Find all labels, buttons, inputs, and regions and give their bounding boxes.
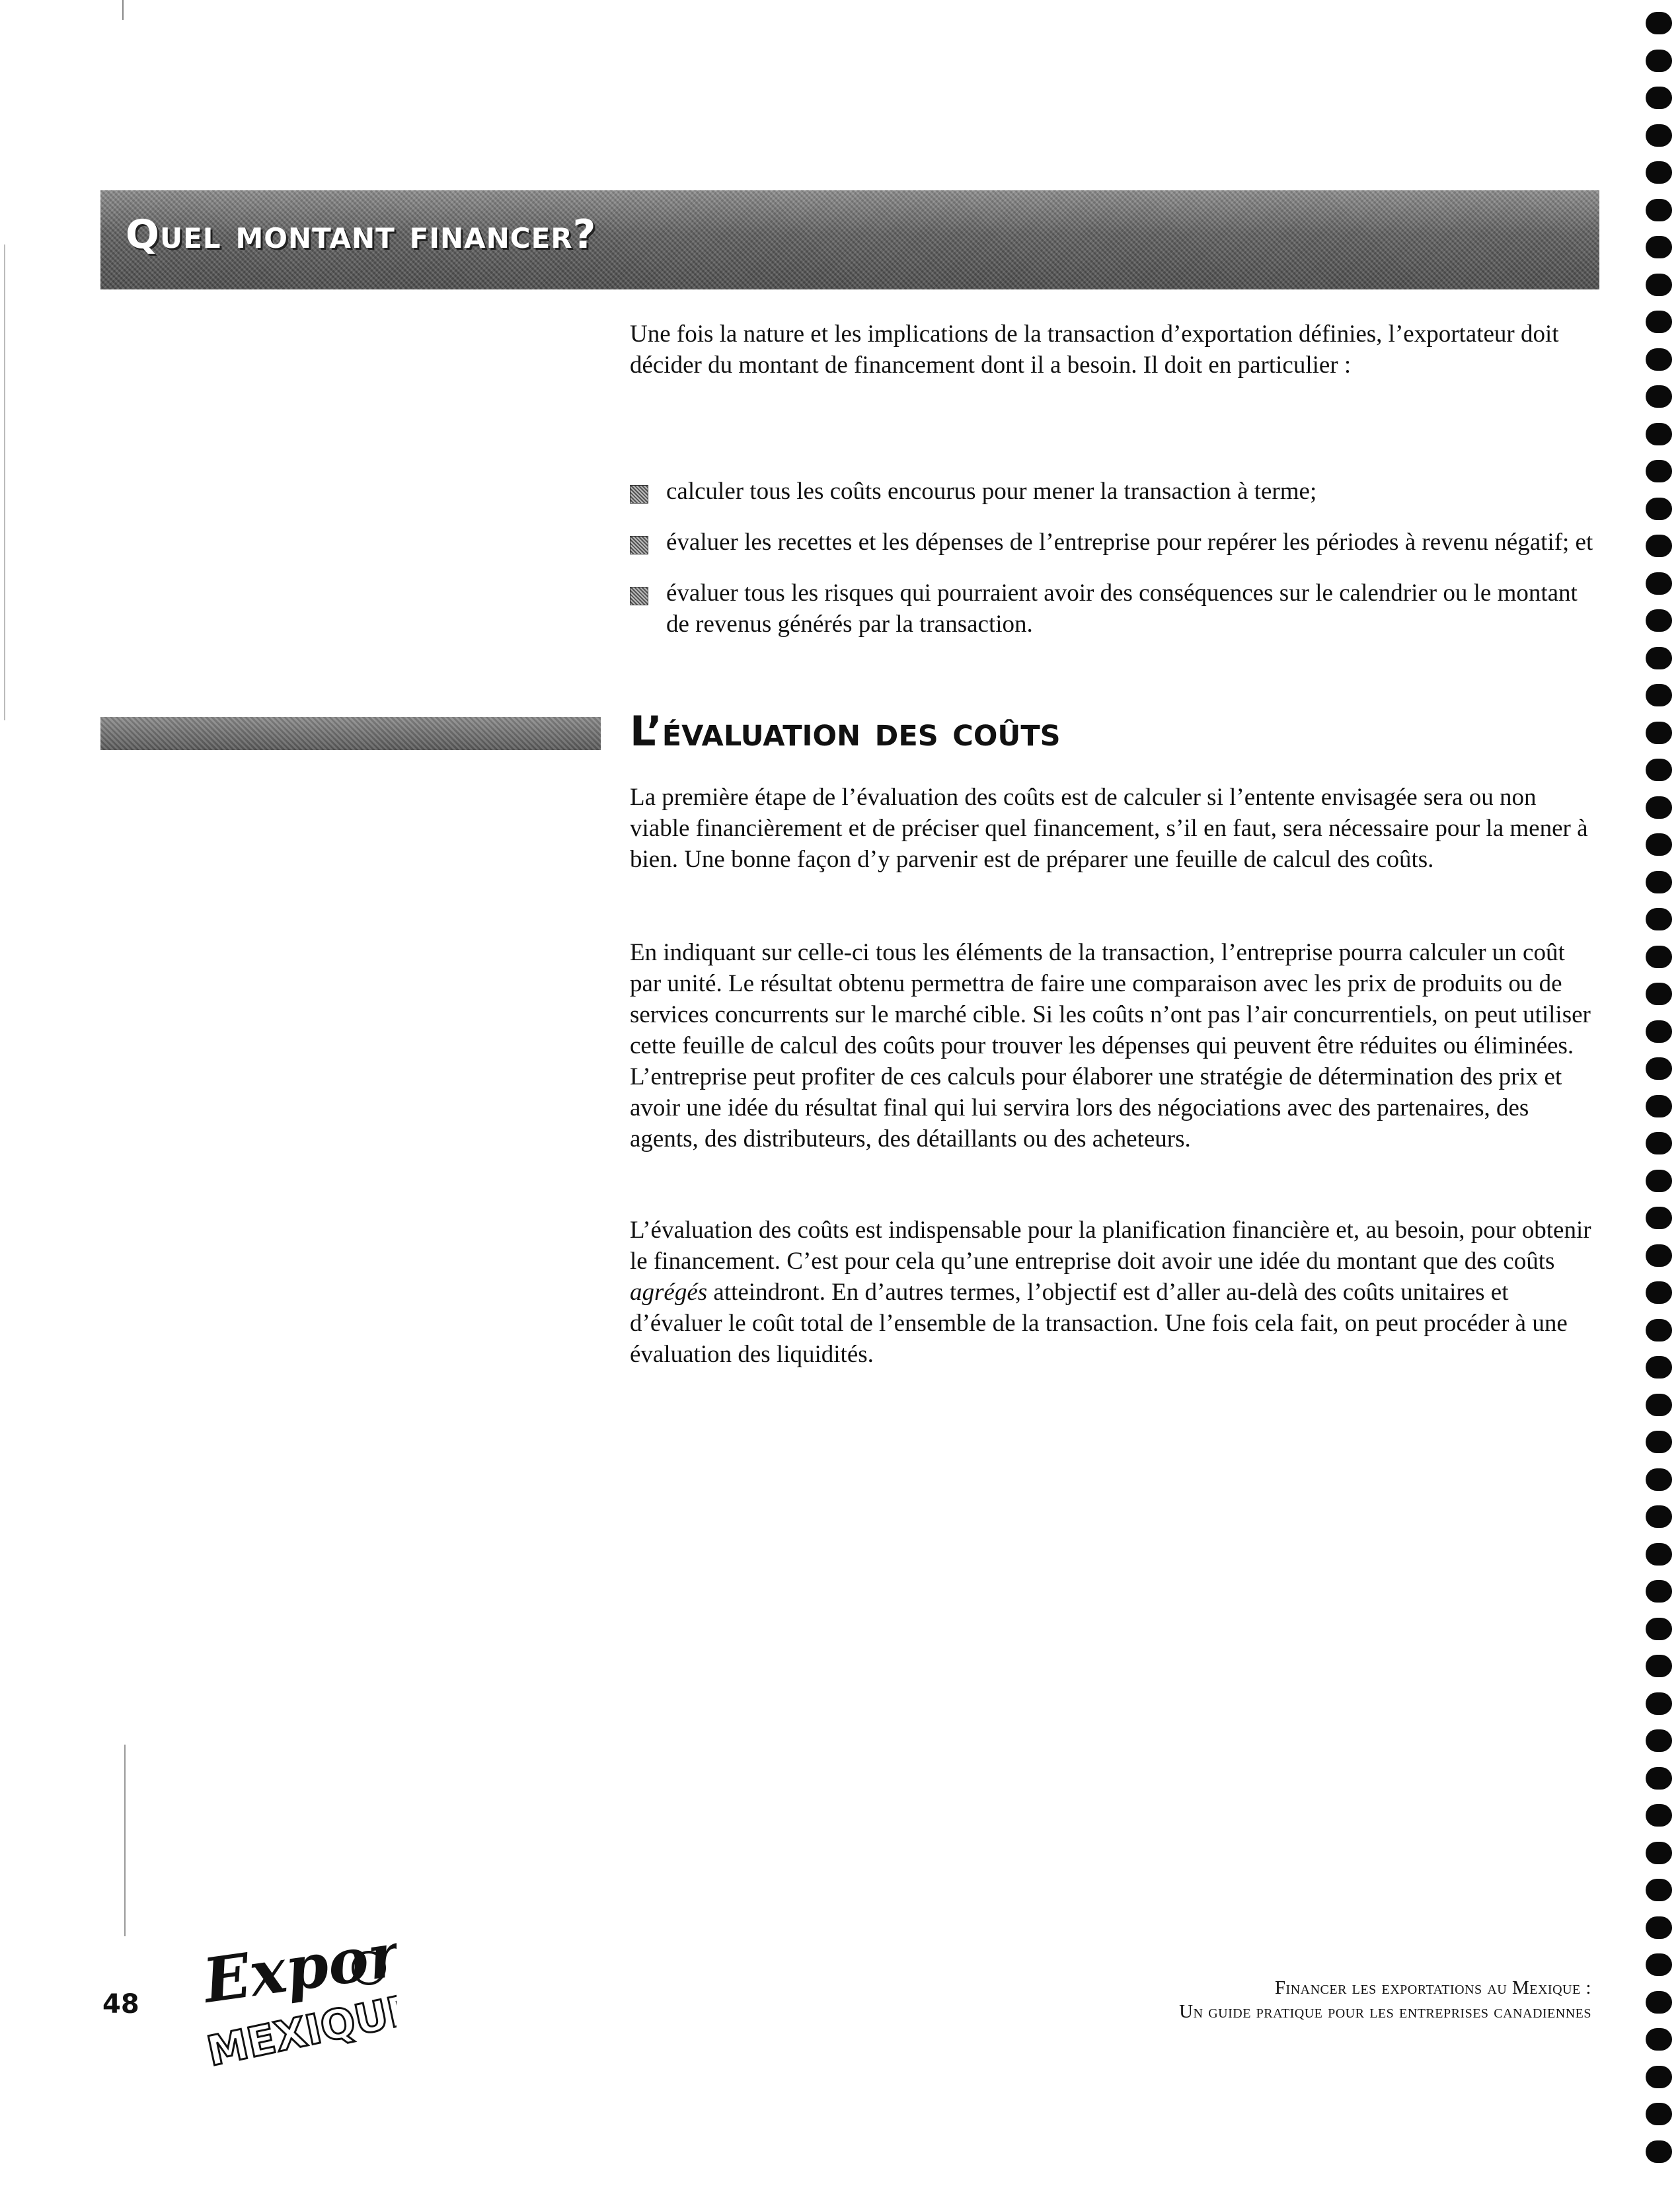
- binding-hole: [1646, 460, 1672, 482]
- binding-hole: [1646, 1020, 1672, 1043]
- binding-hole: [1646, 1356, 1672, 1379]
- binding-hole: [1646, 1505, 1672, 1528]
- binding-hole: [1646, 1431, 1672, 1453]
- page-number: 48: [102, 1989, 139, 2020]
- binding-hole: [1646, 161, 1672, 184]
- binding-hole: [1646, 274, 1672, 296]
- binding-holes: [1646, 7, 1676, 2187]
- binding-hole: [1646, 871, 1672, 893]
- binding-hole: [1646, 498, 1672, 520]
- emphasis-text: agrégés: [630, 1279, 708, 1306]
- binding-hole: [1646, 1170, 1672, 1192]
- body-paragraph: En indiquant sur celle-ci tous les éléments de la transaction, l’entreprise pourra calculer un coût par unité. Le résultat obtenu permettra de faire une comparaison avec les prix de produits ou de services concurrents sur le marché cible. Si les coûts n’ont pas l’air concurrentiels, on peut utiliser cette feuille de calcul des coûts pour trouver les dépenses qui peuvent être réduites ou éliminées. L’entreprise peut profiter de ces calculs pour élaborer une stratégie de détermination des prix et avoir une idée du résultat final qui lui servira lors des négociations avec des partenaires, des agents, des distributeurs, des détaillants ou des acheteurs.: [630, 939, 1591, 1153]
- binding-hole: [1646, 983, 1672, 1005]
- binding-hole: [1646, 609, 1672, 632]
- binding-hole: [1646, 124, 1672, 147]
- binding-hole: [1646, 1394, 1672, 1416]
- paragraph-text: L’évaluation des coûts est indispensable pour la planification financière et, au besoin, pour obtenir le financement. C’est pour cela qu’une entreprise doit avoir une idée du montant que des coûts: [630, 1217, 1591, 1275]
- binding-hole: [1646, 1319, 1672, 1342]
- section-banner: [100, 190, 1599, 289]
- binding-hole: [1646, 1543, 1672, 1566]
- binding-hole: [1646, 1468, 1672, 1491]
- binding-hole: [1646, 684, 1672, 706]
- binding-hole: [1646, 2140, 1672, 2163]
- binding-hole: [1646, 12, 1672, 34]
- binding-hole: [1646, 572, 1672, 595]
- binding-hole: [1646, 1281, 1672, 1304]
- binding-hole: [1646, 2028, 1672, 2051]
- margin-tick: [122, 0, 124, 20]
- binding-hole: [1646, 236, 1672, 258]
- logo-graphic: [198, 1916, 397, 2075]
- margin-line: [124, 1745, 126, 1936]
- paragraph-text: atteindront. En d’autres termes, l’objectif est d’aller au-delà des coûts unitaires et d’évaluer le coût total de l’ensemble de la transaction. Une fois cela fait, on peut procéder à une évaluation des liquidités.: [630, 1279, 1568, 1368]
- binding-hole: [1646, 1991, 1672, 2014]
- list-item-text: évaluer les recettes et les dépenses de l’entreprise pour repérer les périodes à revenu négatif; et: [666, 529, 1593, 556]
- bullet-list: [630, 476, 1595, 660]
- binding-hole: [1646, 1207, 1672, 1229]
- binding-hole: [1646, 1804, 1672, 1827]
- list-item-text: calculer tous les coûts encourus pour mener la transaction à terme;: [666, 478, 1317, 505]
- intro-paragraph: Une fois la nature et les implications de la transaction d’exportation définies, l’exportateur doit décider du montant de financement dont il a besoin. Il doit en particulier :: [630, 321, 1559, 379]
- running-footer: [1179, 1976, 1591, 2023]
- footer-subtitle-line: Un guide pratique pour les entreprises canadiennes: [1179, 2001, 1591, 2022]
- binding-hole: [1646, 833, 1672, 856]
- binding-hole: [1646, 2066, 1672, 2088]
- export-mexique-logo: [198, 1916, 397, 2075]
- binding-hole: [1646, 946, 1672, 968]
- binding-hole: [1646, 647, 1672, 669]
- list-item: [630, 476, 1595, 507]
- list-item-text: évaluer tous les risques qui pourraient avoir des conséquences sur le calendrier ou le montant de revenus générés par la transaction.: [666, 580, 1578, 638]
- binding-hole: [1646, 1580, 1672, 1603]
- binding-hole: [1646, 1879, 1672, 1901]
- binding-hole: [1646, 908, 1672, 930]
- binding-hole: [1646, 50, 1672, 72]
- body-paragraph: [630, 1215, 1595, 1370]
- binding-hole: [1646, 1916, 1672, 1939]
- binding-hole: [1646, 1655, 1672, 1677]
- binding-hole: [1646, 1095, 1672, 1117]
- binding-hole: [1646, 423, 1672, 445]
- binding-hole: [1646, 535, 1672, 557]
- logo-script: Export: [199, 1916, 397, 2017]
- binding-hole: [1646, 1767, 1672, 1790]
- binding-hole: [1646, 1618, 1672, 1640]
- binding-hole: [1646, 199, 1672, 221]
- binding-hole: [1646, 1729, 1672, 1752]
- binding-hole: [1646, 1842, 1672, 1864]
- binding-hole: [1646, 385, 1672, 408]
- binding-hole: [1646, 311, 1672, 333]
- list-item: [630, 527, 1595, 558]
- body-paragraph: La première étape de l’évaluation des coûts est de calculer si l’entente envisagée sera ou non viable financièrement et de préciser quel financement, s’il en faut, sera nécessaire pour la mener à bien. Une bonne façon d’y parvenir est de préparer une feuille de calcul des coûts.: [630, 784, 1588, 873]
- binding-hole: [1646, 759, 1672, 781]
- binding-hole: [1646, 348, 1672, 371]
- binding-hole: [1646, 1953, 1672, 1976]
- binding-hole: [1646, 722, 1672, 744]
- binding-hole: [1646, 87, 1672, 109]
- list-item: [630, 578, 1595, 640]
- square-bullet-icon: [630, 485, 648, 504]
- binding-hole: [1646, 796, 1672, 819]
- section-title: Quel montant financer?: [126, 211, 597, 258]
- square-bullet-icon: [630, 587, 648, 605]
- square-bullet-icon: [630, 536, 648, 554]
- binding-hole: [1646, 1057, 1672, 1080]
- margin-line-left: [4, 245, 5, 720]
- logo-wordmark: MEXIQUE: [202, 1984, 397, 2075]
- binding-hole: [1646, 2103, 1672, 2125]
- section-heading: L’évaluation des coûts: [630, 707, 1061, 755]
- section-banner-short: [100, 717, 601, 750]
- binding-hole: [1646, 1244, 1672, 1267]
- binding-hole: [1646, 1692, 1672, 1715]
- binding-hole: [1646, 1132, 1672, 1154]
- footer-title-line: Financer les exportations au Mexique :: [1274, 1977, 1591, 1998]
